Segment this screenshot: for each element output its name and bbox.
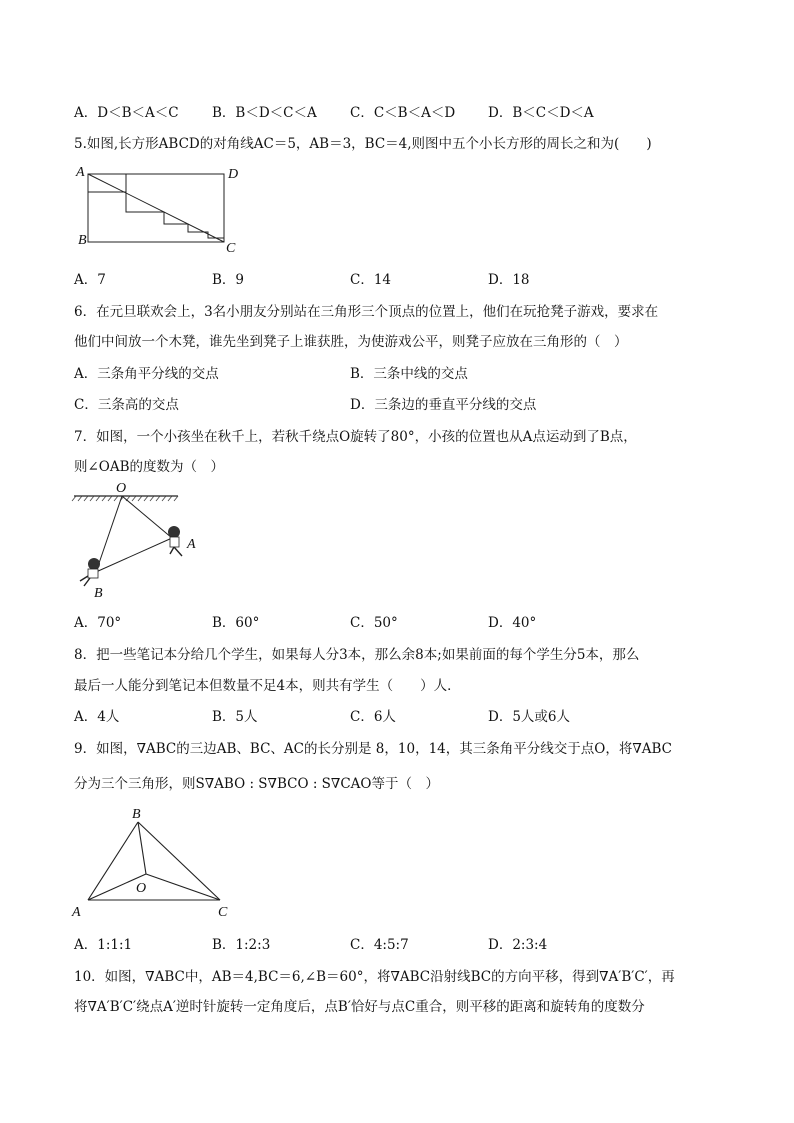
q9-label-a: A [72, 905, 81, 920]
q9-option-c: C．4:5:7 [350, 937, 409, 953]
q6-option-a: A．三条角平分线的交点 [74, 366, 219, 382]
q9-stem-line1: 9．如图，∇ABC的三边AB、BC、AC的长分别是 8，10，14，其三条角平分线交于点O，将∇ABC [74, 741, 672, 757]
q7-option-b: B．60° [212, 615, 260, 631]
q8-option-b: B．5人 [212, 709, 258, 725]
q7-option-d: D．40° [488, 615, 537, 631]
q4-option-d: D．B＜C＜D＜A [488, 105, 594, 121]
q6-option-d: D．三条边的垂直平分线的交点 [350, 397, 537, 413]
q10-stem-line2: 将∇A′B′C′绕点A′逆时针旋转一定角度后，点B′恰好与点C重合，则平移的距离和旋转角的度数分 [74, 999, 645, 1015]
q9-option-a: A．1:1:1 [74, 937, 133, 953]
q8-option-a: A．4人 [74, 709, 120, 725]
q5-label-b: B [78, 233, 87, 248]
q7-stem-line1: 7．如图，一个小孩坐在秋千上，若秋千绕点O旋转了80°，小孩的位置也从A点运动到了B点， [74, 429, 637, 445]
q8-stem-line1: 8．把一些笔记本分给几个学生，如果每人分3本，那么余8本;如果前面的每个学生分5本，那么 [74, 647, 640, 663]
q5-stem: 5.如图,长方形ABCD的对角线AC＝5，AB＝3，BC＝4,则图中五个小长方形的周长之和为( ) [74, 136, 652, 152]
q7-option-c: C．50° [350, 615, 398, 631]
q6-option-b: B．三条中线的交点 [350, 366, 468, 382]
q4-option-a: A．D＜B＜A＜C [74, 105, 179, 121]
q7-label-o: O [116, 481, 127, 496]
q6-option-c: C．三条高的交点 [74, 397, 179, 413]
q7-swing-figure [70, 480, 210, 602]
child-at-b-icon [80, 558, 100, 586]
q7-label-b: B [94, 586, 103, 601]
q9-option-d: D．2:3:4 [488, 937, 548, 953]
q9-triangle-figure [68, 802, 248, 924]
q7-label-a: A [187, 537, 196, 552]
q7-option-a: A．70° [74, 615, 122, 631]
q8-option-c: C．6人 [350, 709, 396, 725]
q4-option-c: C．C＜B＜A＜D [350, 105, 456, 121]
q6-stem-line2: 他们中间放一个木凳，谁先坐到凳子上谁获胜，为使游戏公平，则凳子应放在三角形的（ ） [74, 334, 628, 350]
q9-label-o: O [136, 881, 147, 896]
q5-label-a: A [76, 165, 85, 180]
q9-stem-line2: 分为三个三角形，则S∇ABO : S∇BCO : S∇CAO等于（ ） [74, 776, 439, 792]
q8-stem-line2: 最后一人能分到笔记本但数量不足4本，则共有学生（ ）人． [74, 678, 461, 694]
q9-label-c: C [218, 905, 228, 920]
q9-label-b: B [132, 807, 141, 822]
q5-option-b: B．9 [212, 272, 245, 288]
q5-label-c: C [226, 241, 236, 256]
q5-rectangle-figure [70, 162, 250, 257]
q6-stem-line1: 6．在元旦联欢会上，3名小朋友分别站在三角形三个顶点的位置上，他们在玩抢凳子游戏，要求在 [74, 304, 659, 320]
q9-option-b: B．1:2:3 [212, 937, 271, 953]
q5-label-d: D [228, 167, 239, 182]
q5-option-a: A．7 [74, 272, 106, 288]
q5-option-c: C．14 [350, 272, 392, 288]
q5-option-d: D．18 [488, 272, 530, 288]
child-at-a-icon [168, 526, 182, 556]
q8-option-d: D．5人或6人 [488, 709, 571, 725]
q7-stem-line2: 则∠OAB的度数为（ ） [74, 459, 225, 475]
q10-stem-line1: 10．如图，∇ABC中，AB＝4,BC＝6,∠B＝60°，将∇ABC沿射线BC的方向平移，得到∇A′B′C′，再 [74, 969, 675, 985]
q4-option-b: B．B＜D＜C＜A [212, 105, 317, 121]
